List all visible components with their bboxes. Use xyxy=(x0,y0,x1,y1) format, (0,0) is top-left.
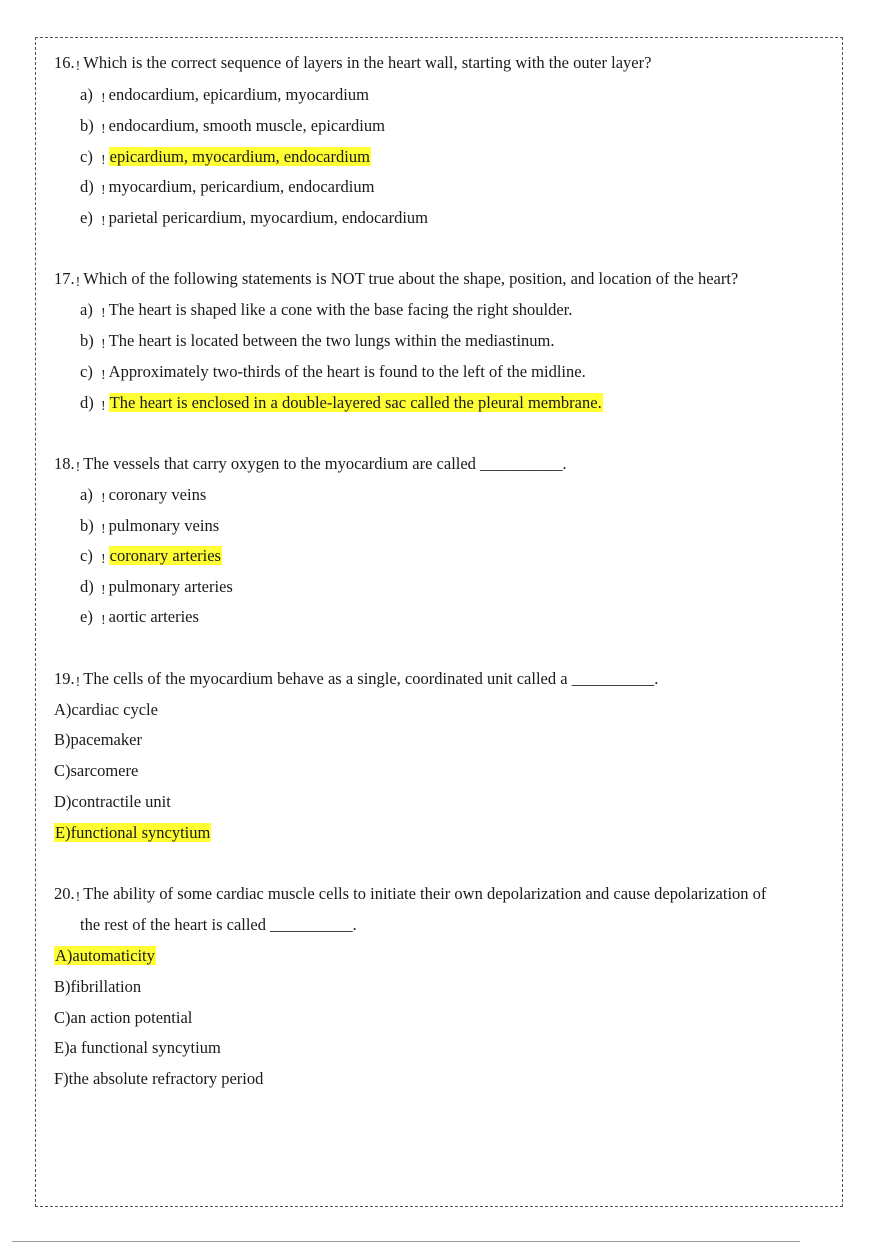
option-label: c) xyxy=(80,546,93,565)
option-label: a) xyxy=(80,85,93,104)
option-label: d) xyxy=(80,577,94,596)
option-18d xyxy=(80,577,233,599)
option-label: c) xyxy=(80,362,93,381)
option-text: B)pacemaker xyxy=(54,730,142,749)
bullet-mark: ! xyxy=(101,306,106,321)
option-text: endocardium, smooth muscle, epicardium xyxy=(108,116,385,135)
option-label: d) xyxy=(80,177,94,196)
option-text: aortic arteries xyxy=(108,607,199,626)
question-text: The cells of the myocardium behave as a single, coordinated unit called a __________. xyxy=(83,669,659,688)
option-text: E)a functional syncytium xyxy=(54,1038,221,1057)
option-text: The heart is located between the two lungs within the mediastinum. xyxy=(108,331,555,350)
option-text: C)an action potential xyxy=(54,1008,193,1027)
option-text: pulmonary arteries xyxy=(108,577,233,596)
option-label: c) xyxy=(80,147,93,166)
option-label: e) xyxy=(80,607,93,626)
option-text: B)fibrillation xyxy=(54,977,142,996)
bullet-mark: ! xyxy=(101,399,106,414)
bullet-mark: ! xyxy=(75,460,81,475)
option-label: a) xyxy=(80,485,93,504)
option-20b xyxy=(54,977,141,997)
option-text: Approximately two-thirds of the heart is found to the left of the midline. xyxy=(108,362,586,381)
option-20c xyxy=(54,1008,192,1028)
option-text: parietal pericardium, myocardium, endocardium xyxy=(108,208,429,227)
bullet-mark: ! xyxy=(101,153,106,168)
option-text: coronary veins xyxy=(108,485,207,504)
bullet-mark: ! xyxy=(101,583,106,598)
option-19a xyxy=(54,700,158,720)
option-text-highlighted: A)automaticity xyxy=(55,946,155,965)
bullet-mark: ! xyxy=(101,214,106,229)
question-20-continued xyxy=(80,915,357,935)
question-text: The vessels that carry oxygen to the myocardium are called __________. xyxy=(83,454,567,473)
option-19d xyxy=(54,792,171,812)
option-text: A)cardiac cycle xyxy=(54,700,158,719)
question-16 xyxy=(54,53,651,75)
question-19 xyxy=(54,669,658,691)
option-16a xyxy=(80,85,369,107)
option-18a xyxy=(80,485,206,507)
option-text: F)the absolute refractory period xyxy=(54,1069,264,1088)
option-18c xyxy=(80,546,222,568)
option-label: a) xyxy=(80,300,93,319)
option-17c xyxy=(80,362,586,384)
option-19c xyxy=(54,761,138,781)
option-17d xyxy=(80,393,603,415)
option-16b xyxy=(80,116,385,138)
option-label: d) xyxy=(80,393,94,412)
bullet-mark: ! xyxy=(101,337,106,352)
bullet-mark: ! xyxy=(101,368,106,383)
bullet-mark: ! xyxy=(101,91,106,106)
option-text: C)sarcomere xyxy=(54,761,139,780)
question-text: Which of the following statements is NOT true about the shape, position, and location of the heart? xyxy=(83,269,739,288)
question-number: 17. xyxy=(54,269,75,288)
option-text-highlighted: E)functional syncytium xyxy=(55,823,211,842)
footer-divider xyxy=(12,1241,800,1242)
bullet-mark: ! xyxy=(101,183,106,198)
option-17b xyxy=(80,331,555,353)
option-label: e) xyxy=(80,208,93,227)
option-label: b) xyxy=(80,516,94,535)
option-16c xyxy=(80,147,371,169)
question-17 xyxy=(54,269,738,291)
option-20f xyxy=(54,1069,263,1089)
question-text: The ability of some cardiac muscle cells to initiate their own depolarization and cause depolarization of xyxy=(83,884,767,903)
question-number: 16. xyxy=(54,53,75,72)
option-20e xyxy=(54,1038,221,1058)
bullet-mark: ! xyxy=(101,522,106,537)
option-17a xyxy=(80,300,572,322)
option-16e xyxy=(80,208,428,230)
option-text: myocardium, pericardium, endocardium xyxy=(108,177,375,196)
option-label: b) xyxy=(80,331,94,350)
option-text: The heart is shaped like a cone with the base facing the right shoulder. xyxy=(108,300,573,319)
question-text: Which is the correct sequence of layers in the heart wall, starting with the outer layer? xyxy=(83,53,652,72)
bullet-mark: ! xyxy=(75,675,81,690)
question-number: 19. xyxy=(54,669,75,688)
option-text: D)contractile unit xyxy=(54,792,171,811)
bullet-mark: ! xyxy=(75,275,81,290)
option-text-highlighted: coronary arteries xyxy=(109,546,221,565)
option-20a xyxy=(54,946,156,966)
bullet-mark: ! xyxy=(101,613,106,628)
bullet-mark: ! xyxy=(75,59,81,74)
option-text-highlighted: epicardium, myocardium, endocardium xyxy=(109,147,370,166)
question-number: 18. xyxy=(54,454,75,473)
option-19b xyxy=(54,730,142,750)
option-18e xyxy=(80,607,199,629)
bullet-mark: ! xyxy=(101,491,106,506)
option-18b xyxy=(80,516,219,538)
option-text: endocardium, epicardium, myocardium xyxy=(108,85,369,104)
option-text: pulmonary veins xyxy=(108,516,220,535)
bullet-mark: ! xyxy=(101,552,106,567)
option-19e xyxy=(54,823,211,843)
question-20 xyxy=(54,884,766,906)
question-text: the rest of the heart is called __________. xyxy=(80,915,357,934)
question-number: 20. xyxy=(54,884,75,903)
option-label: b) xyxy=(80,116,94,135)
bullet-mark: ! xyxy=(101,122,106,137)
bullet-mark: ! xyxy=(75,890,81,905)
question-18 xyxy=(54,454,567,476)
option-text-highlighted: The heart is enclosed in a double-layered sac called the pleural membrane. xyxy=(109,393,602,412)
option-16d xyxy=(80,177,374,199)
